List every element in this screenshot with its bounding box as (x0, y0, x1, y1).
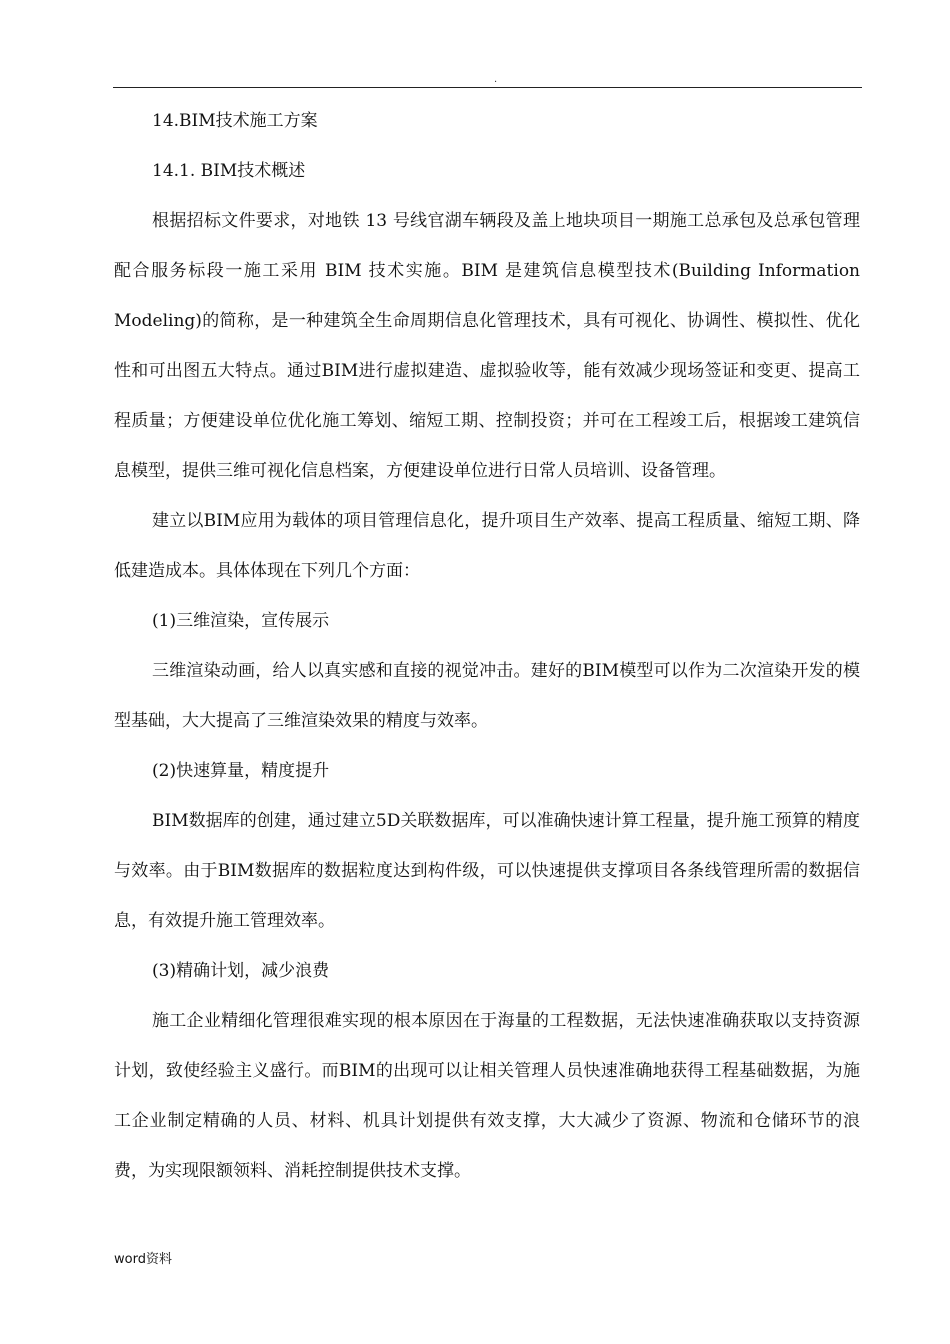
heading-section: 14.1. BIM技术概述 (152, 161, 306, 181)
subsection-body-2: BIM数据库的创建，通过建立5D关联数据库，可以准确快速计算工程量，提升施工预算的精度与效率。由于BIM数据库的数据粒度达到构件级，可以快速提供支撑项目各条线管理所需的数据信息，有效提升施工管理效率。 (114, 811, 860, 931)
subsection-title-2: (2)快速算量，精度提升 (152, 761, 330, 781)
header-rule (113, 87, 862, 88)
heading-chapter: 14.BIM技术施工方案 (152, 111, 318, 131)
subsection-title-3: (3)精确计划，减少浪费 (152, 961, 330, 981)
document-body (114, 96, 860, 1196)
subsection-body-1: 三维渲染动画，给人以真实感和直接的视觉冲击。建好的BIM模型可以作为二次渲染开发的模型基础，大大提高了三维渲染效果的精度与效率。 (114, 661, 860, 731)
paragraph-purpose: 建立以BIM应用为载体的项目管理信息化，提升项目生产效率、提高工程质量、缩短工期、降低建造成本。具体体现在下列几个方面： (114, 511, 860, 581)
paragraph-intro: 根据招标文件要求，对地铁 13 号线官湖车辆段及盖上地块项目一期施工总承包及总承包管理配合服务标段一施工采用 BIM 技术实施。BIM 是建筑信息模型技术(Building Information Modeling)的简称，是一种建筑全生命周期信息化管理技术，具有可视化、协调性、模拟性、优化性和可出图五大特点。通过BIM进行虚拟建造、虚拟验收等，能有效减少现场签证和变更、提高工程质量；方便建设单位优化施工筹划、缩短工期、控制投资；并可在工程竣工后，根据竣工建筑信息模型，提供三维可视化信息档案，方便建设单位进行日常人员培训、设备管理。 (114, 211, 860, 481)
header-mark: . (494, 74, 498, 85)
footer-label: word资料 (114, 1252, 172, 1267)
subsection-body-3: 施工企业精细化管理很难实现的根本原因在于海量的工程数据，无法快速准确获取以支持资源计划，致使经验主义盛行。而BIM的出现可以让相关管理人员快速准确地获得工程基础数据，为施工企业制定精确的人员、材料、机具计划提供有效支撑，大大减少了资源、物流和仓储环节的浪费，为实现限额领料、消耗控制提供技术支撑。 (114, 1011, 860, 1181)
subsection-title-1: (1)三维渲染，宣传展示 (152, 611, 330, 631)
